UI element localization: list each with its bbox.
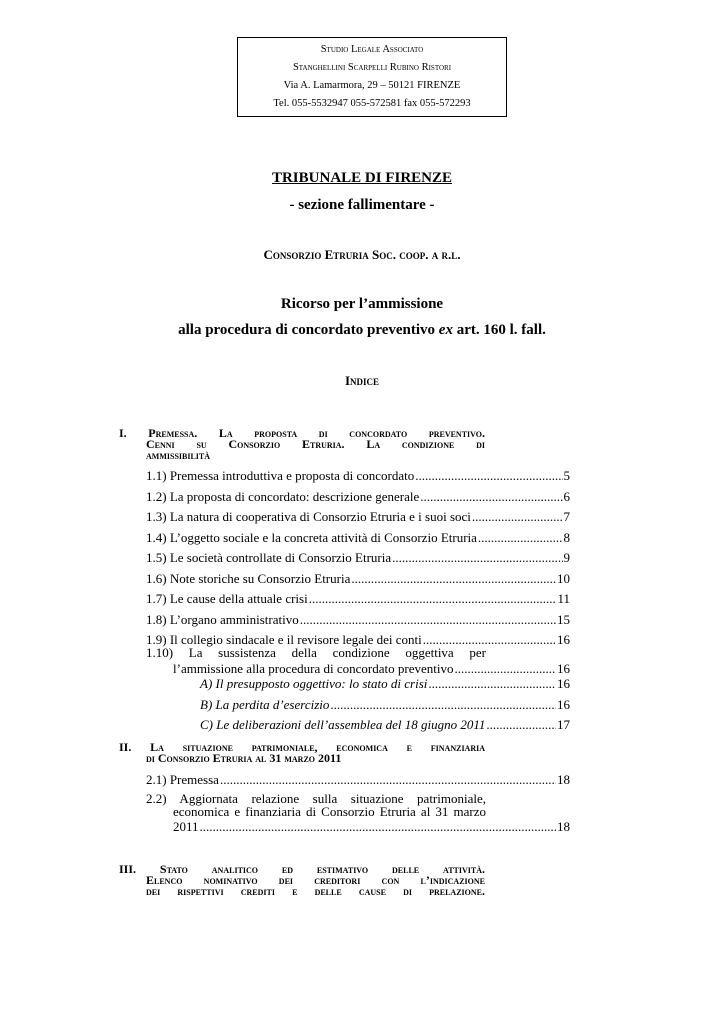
toc-entry-1-8[interactable]: 1.8) L’organo amministrativo ..... 15 xyxy=(146,611,570,632)
section-1-heading-line1: I. Premessa. La proposta di concordato preventivo. xyxy=(119,426,485,440)
leader-dots xyxy=(420,488,562,505)
toc-entry-1-6[interactable]: 1.6) Note storiche su Consorzio Etruria ..... 10 xyxy=(146,570,570,591)
company-name: Consorzio Etruria Soc. coop. a r.l. xyxy=(263,247,461,262)
toc-entry-2-2-line3: 2011 ..... 18 xyxy=(146,818,570,835)
toc-subentry-a[interactable]: A) Il presupposto oggettivo: lo stato di crisi ..... 16 xyxy=(200,675,570,696)
toc-entry-1-7[interactable]: 1.7) Le cause della attuale crisi ..... 11 xyxy=(146,590,570,611)
page-number: 16 xyxy=(557,676,570,691)
toc-entry-1-4[interactable]: 1.4) L’oggetto sociale e la concreta attività di Consorzio Etruria ..... 8 xyxy=(146,529,570,550)
page-number: 11 xyxy=(557,591,570,606)
toc-entry-1-9[interactable]: 1.9) Il collegio sindacale e il revisore legale dei conti ..... 16 xyxy=(146,631,570,652)
page-number: 15 xyxy=(557,611,570,627)
firm-name-line2: Stanghellini Scarpelli Rubino Ristori xyxy=(292,62,452,73)
leader-dots xyxy=(300,611,556,628)
page-number: 16 xyxy=(557,632,570,647)
firm-address: Via A. Lamarmora, 29 – 50121 FIRENZE xyxy=(283,80,461,91)
leader-dots xyxy=(392,549,562,566)
toc-entry-1-10[interactable] xyxy=(146,646,570,677)
toc-entry-2-2-line1: 2.2) Aggiornata relazione sulla situazione patrimoniale, xyxy=(146,791,486,806)
section-3-heading-line2: Elenco nominativo dei creditori con l’indicazione xyxy=(146,873,485,887)
court-title: TRIBUNALE DI FIRENZE xyxy=(271,170,453,186)
page-number: 16 xyxy=(557,661,570,676)
toc-entry-1-1[interactable]: 1.1) Premessa introduttiva e proposta di concordato ..... 5 xyxy=(146,467,570,488)
toc-entry-2-2[interactable] xyxy=(146,792,570,835)
letterhead-box xyxy=(237,37,507,117)
firm-phone: Tel. 055-5532947 055-572581 fax 055-572293 xyxy=(273,98,471,109)
toc-entry-1-3[interactable]: 1.3) La natura di cooperativa di Consorzio Etruria e i suoi soci ..... 7 xyxy=(146,508,570,529)
page-number: 7 xyxy=(563,509,570,524)
toc-entry-1-2[interactable]: 1.2) La proposta di concordato: descrizione generale ..... 6 xyxy=(146,488,570,509)
court-section: - sezione fallimentare - xyxy=(289,197,435,213)
section-1-heading xyxy=(119,428,485,461)
toc-entry-1-10-line2: l’ammissione alla procedura di concordato preventivo ..... 16 xyxy=(146,660,570,677)
page-number: 10 xyxy=(557,570,570,586)
toc-entry-1-10-line1: 1.10) La sussistenza della condizione oggettiva per xyxy=(146,645,486,660)
page-number: 17 xyxy=(557,717,570,732)
page-number: 9 xyxy=(563,550,570,565)
leader-dots xyxy=(309,590,557,607)
leader-dots xyxy=(200,818,556,835)
leader-dots xyxy=(351,570,556,587)
toc-entry-2-2-line2: economica e finanziaria di Consorzio Etruria al 31 marzo xyxy=(173,804,486,819)
section-3-heading-line1: III. Stato analitico ed estimativo delle attività. xyxy=(119,862,485,876)
section-3-heading xyxy=(119,864,485,897)
toc-entry-1-5[interactable]: 1.5) Le società controllate di Consorzio Etruria ..... 9 xyxy=(146,549,570,570)
leader-dots xyxy=(220,771,556,788)
leader-dots xyxy=(415,467,562,484)
leader-dots xyxy=(486,716,556,733)
firm-name-line1: Studio Legale Associato xyxy=(320,44,424,55)
section-1-heading-line3: ammissibilità xyxy=(146,448,211,462)
section-1-entries xyxy=(146,467,570,652)
leader-dots xyxy=(330,696,556,713)
toc-entry-2-1[interactable]: 2.1) Premessa ..... 18 xyxy=(146,771,570,788)
page-number: 5 xyxy=(563,468,570,483)
section-1-heading-line2: Cenni su Consorzio Etruria. La condizione di xyxy=(146,437,485,451)
leader-dots xyxy=(428,675,556,692)
section-2-heading xyxy=(119,742,485,764)
section-2-heading-line1: II. La situazione patrimoniale, economica e finanziaria xyxy=(119,740,485,754)
toc-subentry-c[interactable]: C) Le deliberazioni dell’assemblea del 18 giugno 2011 ..... 17 xyxy=(200,716,570,737)
page-number: 18 xyxy=(557,772,570,787)
page-number: 6 xyxy=(563,488,570,504)
toc-subentry-b[interactable]: B) La perdita d’esercizio ..... 16 xyxy=(200,696,570,717)
leader-dots xyxy=(478,529,563,546)
index-heading: Indice xyxy=(344,373,380,388)
section-3-heading-line3: dei rispettivi crediti e delle cause di prelazione. xyxy=(146,884,485,898)
page-number: 18 xyxy=(557,819,570,834)
page-number: 16 xyxy=(557,696,570,712)
section-2-heading-line2: di Consorzio Etruria al 31 marzo 2011 xyxy=(146,751,342,765)
section-1-10-subentries xyxy=(200,675,570,737)
document-title-line2: alla procedura di concordato preventivo ex art. 160 l. fall. xyxy=(178,322,546,338)
leader-dots xyxy=(472,508,563,525)
page-number: 8 xyxy=(563,529,570,545)
document-title-line1: Ricorso per l’ammissione xyxy=(280,296,444,312)
